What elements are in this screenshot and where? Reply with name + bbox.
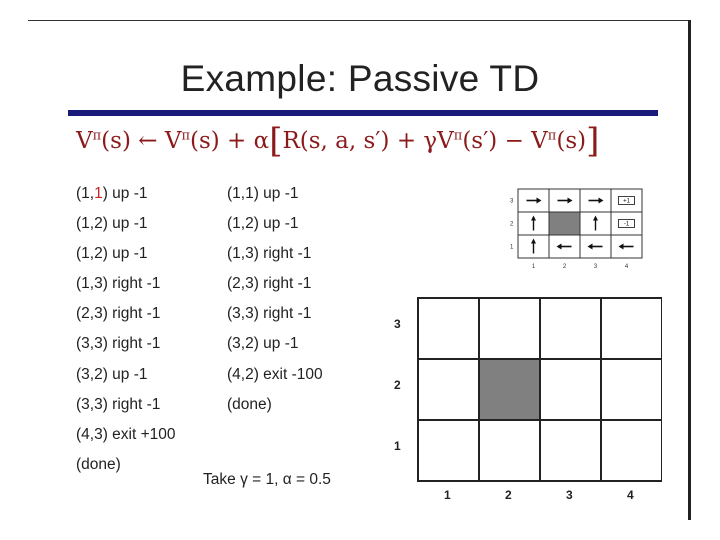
policy-row-label: 1 <box>510 244 514 251</box>
value-col-label: 3 <box>566 488 573 502</box>
transition-text: (done) <box>76 455 121 473</box>
transition-text: (1, <box>76 185 95 202</box>
value-row-label: 2 <box>394 378 401 392</box>
formula-s-open: (s) ← <box>101 128 165 154</box>
slide-frame-top <box>28 20 690 21</box>
value-cell <box>479 420 540 481</box>
value-cell <box>479 298 540 359</box>
value-cell <box>540 298 601 359</box>
transition-text: (4,3) exit +100 <box>76 425 176 443</box>
episode-1-line <box>76 366 176 396</box>
transition-text: (2,3) right -1 <box>76 305 161 323</box>
formula-right-bracket: ] <box>586 121 600 161</box>
value-cell <box>418 298 479 359</box>
episode-1-line <box>76 305 176 335</box>
transition-text: (1,3) right -1 <box>76 275 161 293</box>
transition-text: (1,2) up -1 <box>76 245 148 263</box>
episode-1-line <box>76 426 176 456</box>
formula-sp-minus: (s′) − V <box>462 128 548 154</box>
value-cell <box>601 359 662 420</box>
episode-1-line <box>76 185 176 215</box>
policy-row-label: 2 <box>510 221 514 228</box>
value-row-label: 3 <box>394 317 401 331</box>
value-cell <box>601 298 662 359</box>
slide-title: Example: Passive TD <box>180 58 540 99</box>
episode-1-list <box>76 185 176 486</box>
episode-1-line <box>76 396 176 426</box>
episode-2-line: (3,3) right -1 <box>227 305 312 323</box>
episode-1-line <box>76 215 176 245</box>
transition-text: (3,3) right -1 <box>76 395 161 413</box>
episode-1-line <box>76 245 176 275</box>
value-row-label: 1 <box>394 439 401 453</box>
episode-1-line <box>76 275 176 305</box>
episode-1-line <box>76 335 176 365</box>
policy-col-label: 4 <box>624 264 629 270</box>
value-cell <box>601 420 662 481</box>
policy-grid-svg <box>508 186 658 286</box>
formula-v2: V <box>164 128 182 154</box>
formula-v: V <box>76 128 93 154</box>
transition-text: (3,3) right -1 <box>76 335 161 353</box>
formula-r-part: R(s, a, s′) + γV <box>282 128 454 154</box>
episode-2-line: (done) <box>227 395 272 413</box>
value-cell <box>540 420 601 481</box>
transition-text: ) up -1 <box>102 185 148 202</box>
episode-2-line: (4,2) exit -100 <box>227 365 323 383</box>
value-col-label: 1 <box>444 488 451 502</box>
episode-2-list <box>227 185 323 426</box>
value-col-label: 2 <box>505 488 512 502</box>
transition-text: (1,2) up -1 <box>76 215 148 233</box>
alpha-symbol: α <box>282 471 292 488</box>
wall-cell <box>479 359 540 420</box>
value-cell <box>418 420 479 481</box>
policy-col-label: 2 <box>562 264 567 270</box>
td-update-formula <box>76 121 600 161</box>
formula-pi: π <box>92 128 102 144</box>
episode-2-line: (2,3) right -1 <box>227 275 312 293</box>
formula-s-plus: (s) + α <box>190 128 270 154</box>
formula-pi3: π <box>453 128 463 144</box>
parameter-note <box>203 471 331 489</box>
policy-row-label: 3 <box>510 198 514 205</box>
value-cell <box>540 359 601 420</box>
episode-2-line: (1,2) up -1 <box>227 215 299 233</box>
episode-2-line: (3,2) up -1 <box>227 335 299 353</box>
transition-text: (3,2) up -1 <box>76 365 148 383</box>
formula-left-bracket: [ <box>269 121 283 161</box>
episode-2-line: (1,1) up -1 <box>227 185 299 202</box>
policy-col-label: 3 <box>593 264 598 270</box>
formula-pi2: π <box>181 128 190 144</box>
note-text: Take <box>203 471 241 488</box>
gamma-symbol: γ <box>240 471 248 488</box>
note-text: = 1, <box>247 471 283 488</box>
formula-pi4: π <box>547 128 557 144</box>
note-text: = 0.5 <box>291 471 331 488</box>
value-grid <box>416 296 662 487</box>
policy-cell <box>549 212 580 235</box>
episode-2-line: (1,3) right -1 <box>227 245 312 263</box>
title-divider <box>68 110 658 116</box>
terminal-reward-label: +1 <box>623 198 630 205</box>
value-cell <box>418 359 479 420</box>
policy-col-label: 1 <box>531 264 536 270</box>
policy-grid <box>508 186 658 291</box>
formula-s-close: (s) <box>556 128 587 154</box>
value-col-label: 4 <box>627 488 634 502</box>
terminal-reward-label: -1 <box>623 221 630 228</box>
highlighted-digit: 1 <box>94 185 103 202</box>
episode-1-line <box>76 456 176 486</box>
value-grid-svg <box>416 296 662 482</box>
